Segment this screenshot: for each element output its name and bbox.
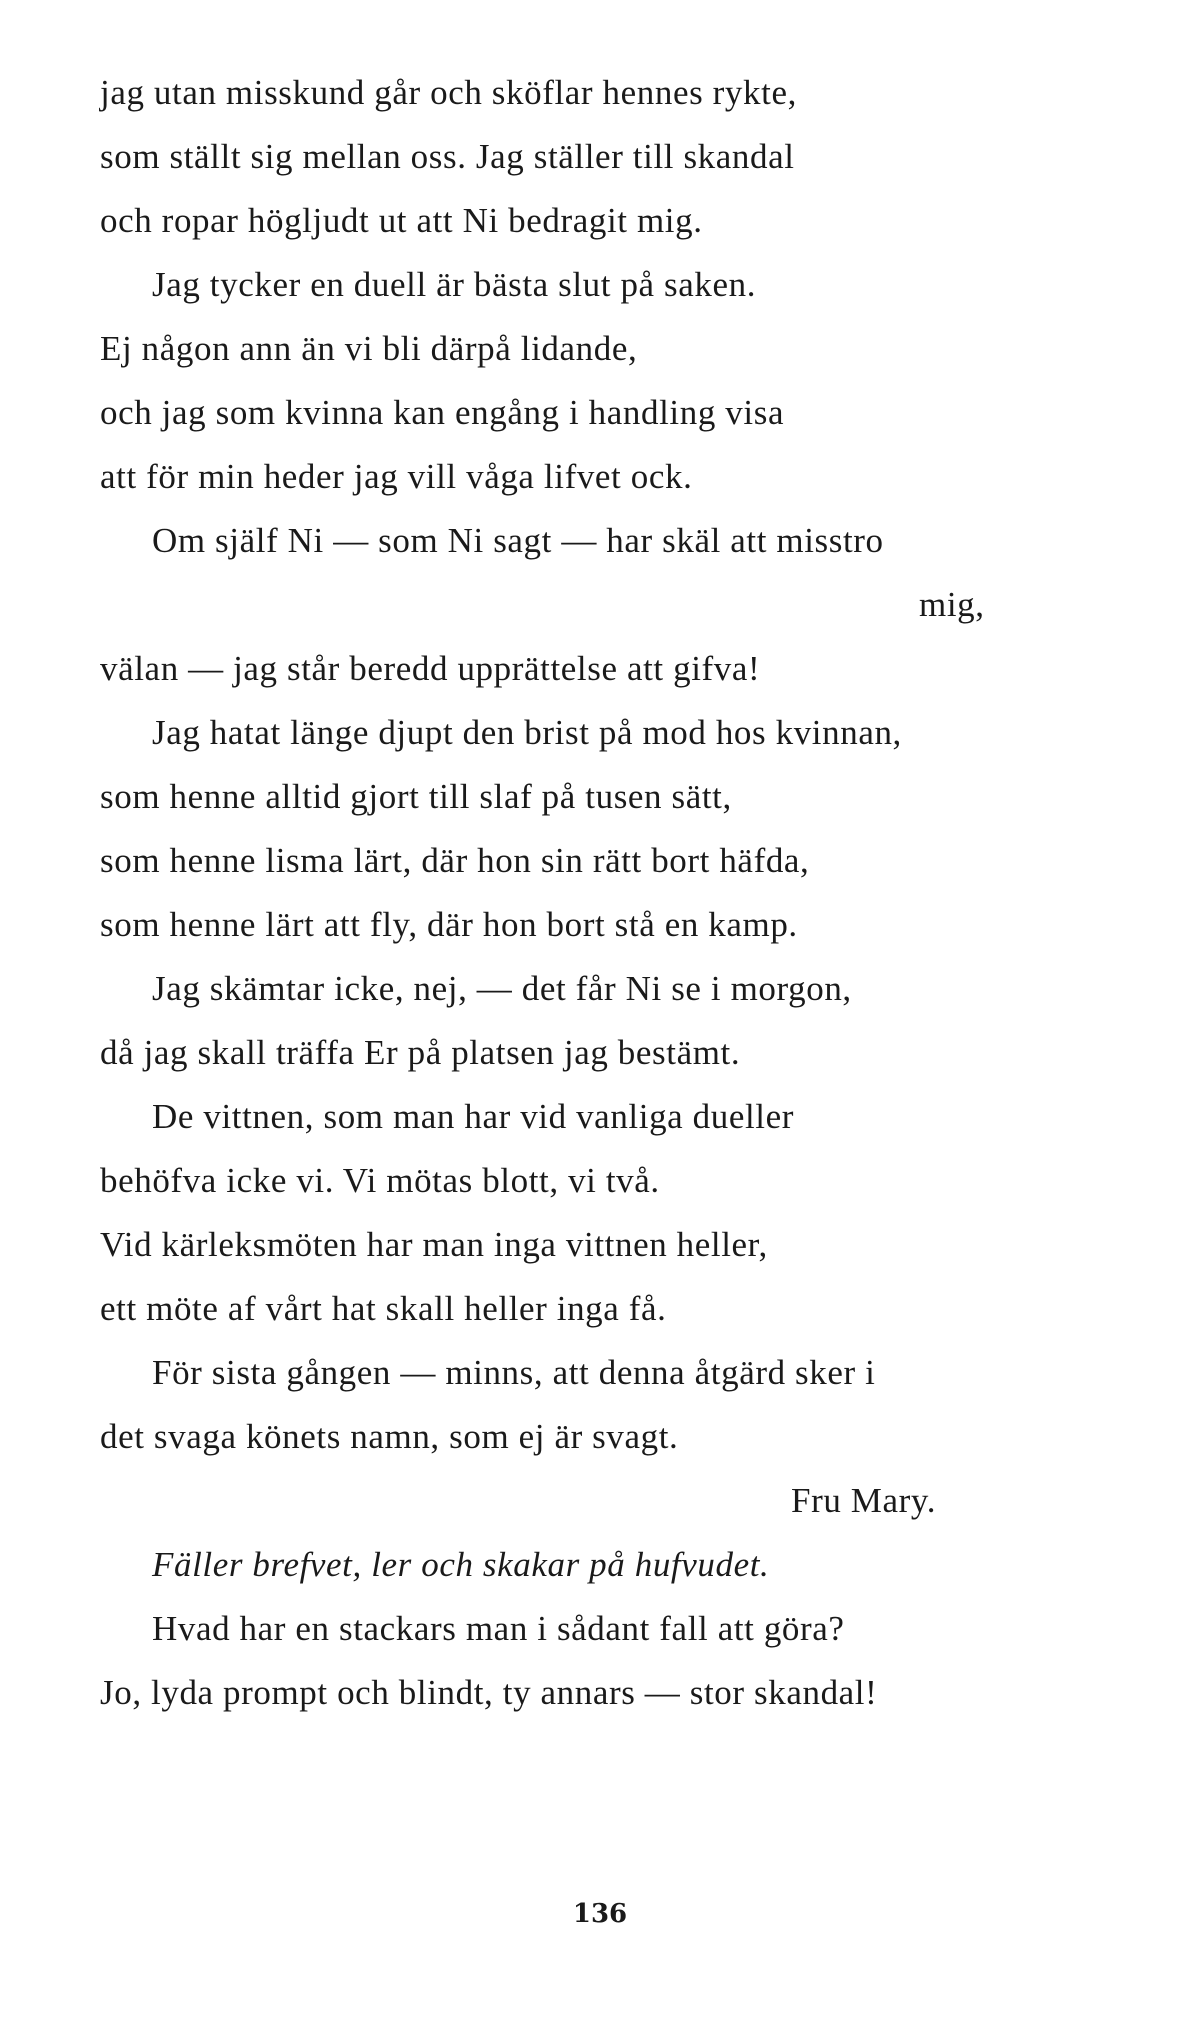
text-line: ett möte af vårt hat skall heller inga få. bbox=[100, 1289, 667, 1328]
text-line: Vid kärleksmöten har man inga vittnen heller, bbox=[100, 1225, 768, 1264]
text-line: och ropar högljudt ut att Ni bedragit mig. bbox=[100, 201, 703, 240]
text-line: som henne alltid gjort till slaf på tusen sätt, bbox=[100, 777, 732, 816]
text-line: då jag skall träffa Er på platsen jag bestämt. bbox=[100, 1033, 741, 1072]
text-line: Jag tycker en duell är bästa slut på saken. bbox=[152, 265, 757, 304]
text-line: Jag skämtar icke, nej, — det får Ni se i morgon, bbox=[152, 969, 852, 1008]
text-line: som henne lisma lärt, där hon sin rätt bort häfda, bbox=[100, 841, 810, 880]
text-line: För sista gången — minns, att denna åtgärd sker i bbox=[152, 1353, 876, 1392]
text-line: behöfva icke vi. Vi mötas blott, vi två. bbox=[100, 1161, 660, 1200]
text-line: Jo, lyda prompt och blindt, ty annars — stor skandal! bbox=[100, 1673, 878, 1712]
text-line: Hvad har en stackars man i sådant fall att göra? bbox=[152, 1609, 845, 1648]
text-line: Jag hatat länge djupt den brist på mod hos kvinnan, bbox=[152, 713, 902, 752]
text-line: som ställt sig mellan oss. Jag ställer till skandal bbox=[100, 137, 795, 176]
text-line: som henne lärt att fly, där hon bort stå en kamp. bbox=[100, 905, 798, 944]
text-line: att för min heder jag vill våga lifvet ock. bbox=[100, 457, 693, 496]
text-line: jag utan misskund går och sköflar hennes rykte, bbox=[100, 73, 797, 112]
text-line: De vittnen, som man har vid vanliga dueller bbox=[152, 1097, 795, 1136]
page-number: 136 bbox=[572, 1899, 628, 1929]
text-line: Ej någon ann än vi bli därpå lidande, bbox=[100, 329, 638, 368]
text-line: det svaga könets namn, som ej är svagt. bbox=[100, 1417, 679, 1456]
signature: Fru Mary. bbox=[791, 1481, 937, 1520]
text-line: välan — jag står beredd upprättelse att gifva! bbox=[100, 649, 761, 688]
text-line: och jag som kvinna kan engång i handling visa bbox=[100, 393, 785, 432]
stage-direction: Fäller brefvet, ler och skakar på hufvudet. bbox=[152, 1545, 770, 1584]
text-line-continuation: mig, bbox=[919, 585, 985, 624]
text-line: Om själf Ni — som Ni sagt — har skäl att misstro bbox=[152, 521, 884, 560]
